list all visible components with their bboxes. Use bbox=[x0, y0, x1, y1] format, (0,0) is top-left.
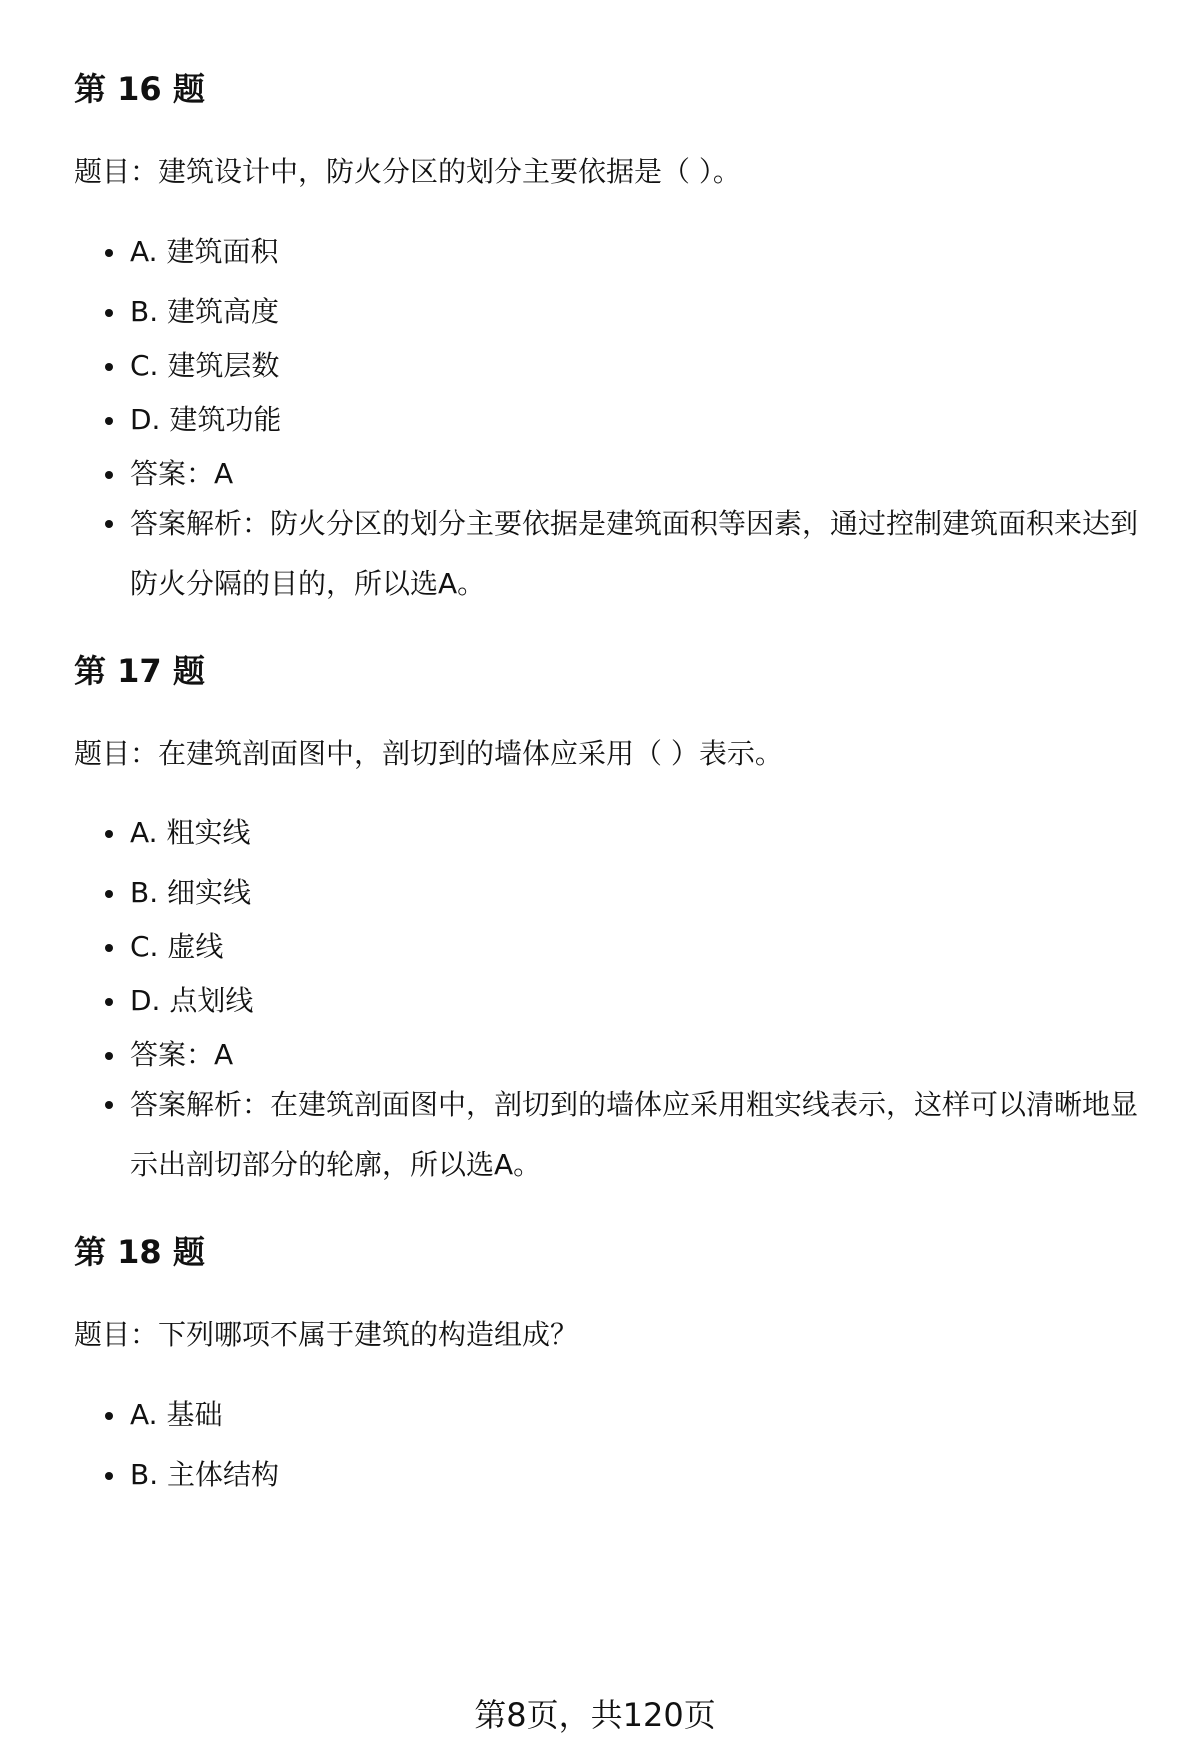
option-c: C. 虚线 bbox=[74, 927, 1164, 967]
question-18 bbox=[74, 1222, 1164, 1282]
question-heading: 第 18 题 bbox=[74, 1233, 205, 1271]
question-17 bbox=[74, 641, 1164, 701]
question-17-stem-wrap bbox=[74, 734, 1164, 774]
question-heading: 第 16 题 bbox=[74, 70, 205, 108]
question-stem: 题目：在建筑剖面图中，剖切到的墙体应采用（ ）表示。 bbox=[74, 737, 783, 770]
question-18-stem-wrap bbox=[74, 1315, 1164, 1355]
question-stem: 题目：建筑设计中，防火分区的划分主要依据是（ ）。 bbox=[74, 155, 741, 188]
question-stem: 题目：下列哪项不属于建筑的构造组成？ bbox=[74, 1318, 579, 1351]
option-b: B. 细实线 bbox=[74, 873, 1164, 913]
option-a: A. 建筑面积 bbox=[74, 232, 1164, 272]
option-d: D. 点划线 bbox=[74, 981, 1164, 1021]
option-c: C. 建筑层数 bbox=[74, 346, 1164, 386]
answer: 答案：A bbox=[74, 454, 1164, 494]
option-a: A. 基础 bbox=[74, 1395, 1164, 1435]
option-a: A. 粗实线 bbox=[74, 813, 1164, 853]
answer: 答案：A bbox=[74, 1035, 1164, 1075]
answer-explanation: 答案解析：在建筑剖面图中，剖切到的墙体应采用粗实线表示，这样可以清晰地显示出剖切部分的轮廓，所以选A。 bbox=[74, 1075, 1164, 1195]
option-d: D. 建筑功能 bbox=[74, 400, 1164, 440]
answer-explanation: 答案解析：防火分区的划分主要依据是建筑面积等因素，通过控制建筑面积来达到防火分隔的目的，所以选A。 bbox=[74, 494, 1164, 614]
question-16-stem-wrap bbox=[74, 152, 1164, 192]
option-b: B. 主体结构 bbox=[74, 1455, 1164, 1495]
page-footer: 第8页，共120页 bbox=[474, 1696, 716, 1734]
option-b: B. 建筑高度 bbox=[74, 292, 1164, 332]
question-16-options bbox=[74, 232, 1164, 634]
question-18-options bbox=[74, 1395, 1164, 1515]
question-16 bbox=[74, 59, 1164, 119]
question-17-options bbox=[74, 813, 1164, 1215]
question-heading: 第 17 题 bbox=[74, 652, 205, 690]
